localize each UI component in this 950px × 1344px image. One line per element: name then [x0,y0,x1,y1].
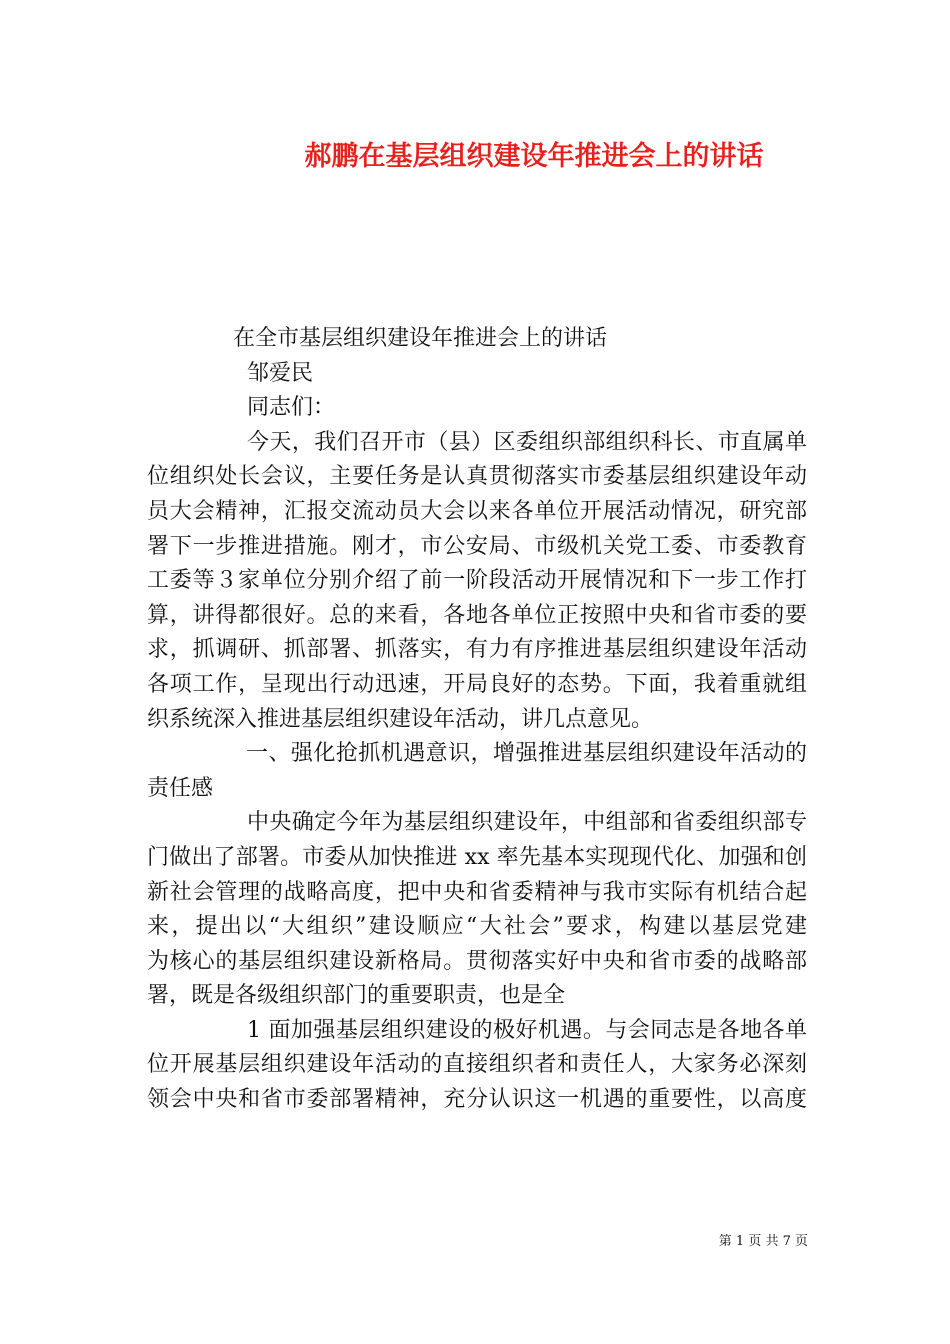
paragraph-line: 位组织处长会议，主要任务是认真贯彻落实市委基层组织建设年动 [147,464,807,490]
paragraph-line: 1 面加强基层组织建设的极好机遇。与会同志是各地各单 [247,1017,807,1043]
document-body [147,322,807,1118]
paragraph-line: 为核心的基层组织建设新格局。贯彻落实好中央和省市委的战略部 [147,948,807,974]
salutation: 同志们： [247,395,336,421]
paragraph-line: 今天，我们召开市（县）区委组织部组织科长、市直属单 [247,429,807,455]
section-heading-line: 责任感 [147,775,214,801]
paragraph-line: 署，既是各级组织部门的重要职责，也是全 [147,983,566,1009]
section-heading-line: 一、强化抢抓机遇意识，增强推进基层组织建设年活动的 [246,741,807,767]
document-title: 郝鹏在基层组织建设年推进会上的讲话 [304,141,764,172]
paragraph-line: 求，抓调研、抓部署、抓落实，有力有序推进基层组织建设年活动 [147,637,807,663]
paragraph-line: 中央确定今年为基层组织建设年，中组部和省委组织部专 [247,810,807,836]
paragraph-line: 工委等３家单位分别介绍了前一阶段活动开展情况和下一步工作打 [147,568,807,594]
paragraph-line: 织系统深入推进基层组织建设年活动，讲几点意见。 [147,706,654,732]
speech-subtitle: 在全市基层组织建设年推进会上的讲话 [233,326,608,351]
paragraph-line: 署下一步推进措施。刚才，市公安局、市级机关党工委、市委教育 [147,533,807,559]
paragraph-line: 领会中央和省市委部署精神，充分认识这一机遇的重要性，以高度 [147,1087,807,1113]
paragraph-line: 各项工作，呈现出行动迅速，开局良好的态势。下面，我着重就组 [147,671,807,697]
paragraph-line: 门做出了部署。市委从加快推进 xx 率先基本实现现代化、加强和创 [147,844,807,870]
paragraph-line: 新社会管理的战略高度，把中央和省委精神与我市实际有机结合起 [147,879,807,905]
paragraph-line: 算，讲得都很好。总的来看，各地各单位正按照中央和省市委的要 [147,602,807,628]
paragraph-line: 位开展基层组织建设年活动的直接组织者和责任人，大家务必深刻 [147,1052,807,1078]
paragraph-line: 来，提出以“大组织”建设顺应“大社会”要求，构建以基层党建 [147,914,807,940]
paragraph-line: 员大会精神，汇报交流动员大会以来各单位开展活动情况，研究部 [147,498,807,524]
speaker-name: 邹爱民 [247,360,314,386]
page-number-footer: 第 1 页 共 7 页 [718,1234,808,1249]
